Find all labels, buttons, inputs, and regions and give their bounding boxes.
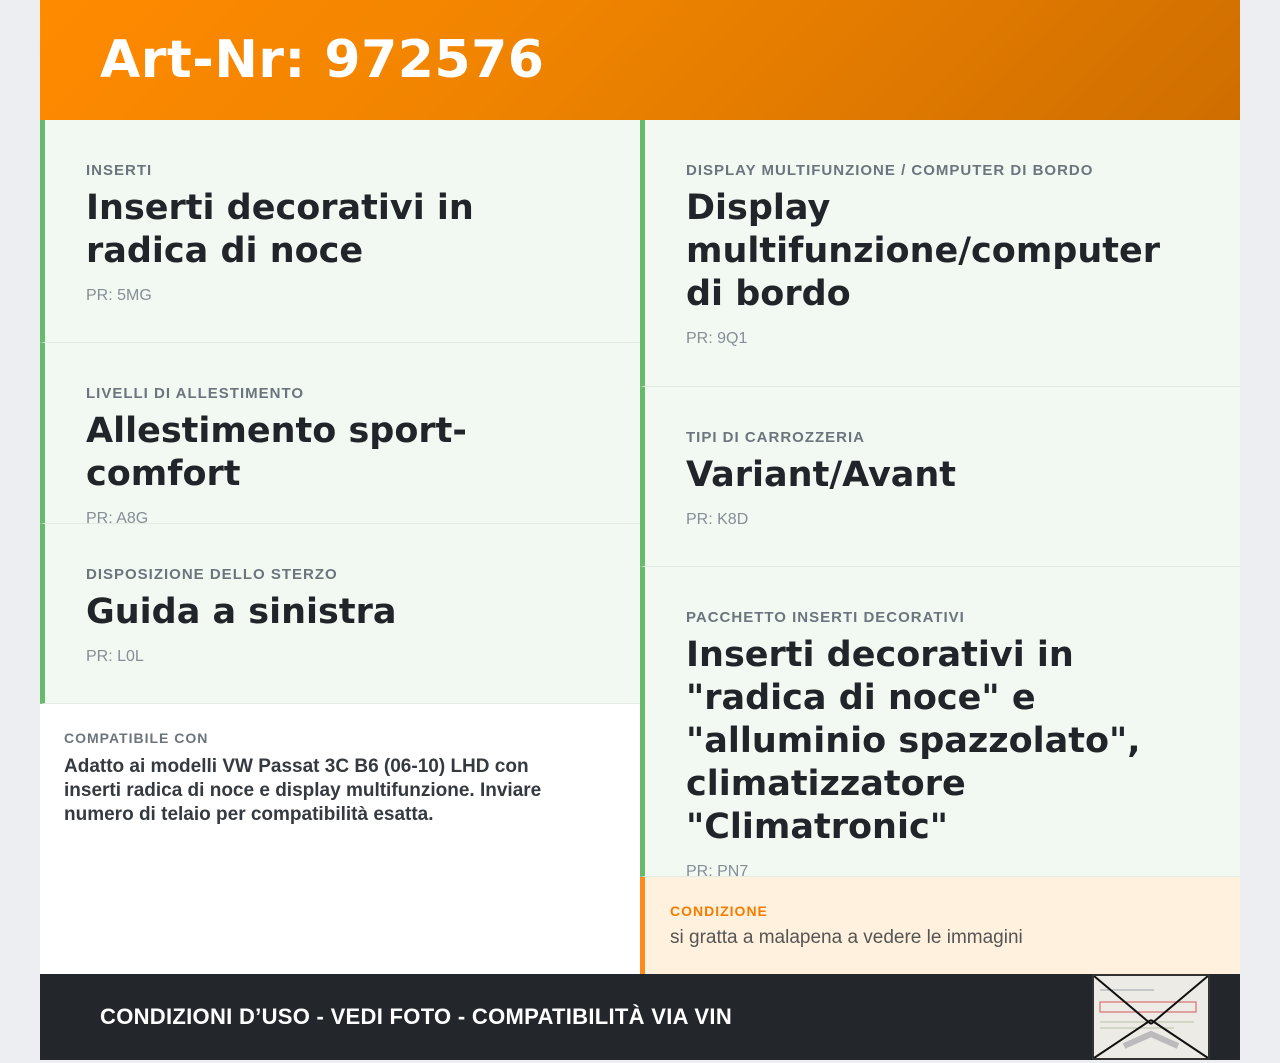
spec-label: LIVELLI DI ALLESTIMENTO (86, 385, 304, 402)
spec-value: Display multifunzione/computer di bordo (686, 188, 1160, 314)
condition-label: CONDIZIONE (670, 903, 768, 919)
right-column (640, 120, 1240, 974)
spec-pr-code: PR: K8D (686, 511, 749, 528)
spec-label: DISPOSIZIONE DELLO STERZO (86, 566, 338, 583)
spec-pr-code: PR: L0L (86, 648, 144, 665)
left-column (40, 120, 640, 974)
spec-card-pacchetto (640, 567, 1240, 880)
spec-card-inserti (40, 120, 640, 343)
spec-label: TIPI DI CARROZZERIA (686, 429, 865, 446)
spec-card-carrozzeria (640, 387, 1240, 567)
compatibility-section (40, 704, 640, 974)
spec-label: INSERTI (86, 162, 153, 179)
spec-pr-code: PR: PN7 (686, 863, 749, 880)
condition-section (640, 877, 1240, 974)
document-image-icon (1094, 976, 1208, 1058)
spec-pr-code: PR: A8G (86, 510, 149, 527)
header-banner (40, 0, 1240, 120)
spec-value: Variant/Avant (686, 455, 957, 495)
spec-value: Guida a sinistra (86, 592, 397, 632)
spec-card-sterzo (40, 524, 640, 704)
registration-document-thumbnail (1092, 974, 1210, 1060)
compat-label: COMPATIBILE CON (64, 730, 209, 746)
spec-value: Allestimento sport-comfort (86, 411, 467, 494)
product-sheet (40, 0, 1240, 1060)
footer-text: CONDIZIONI D’USO - VEDI FOTO - COMPATIBILITÀ VIA VIN (100, 1004, 733, 1029)
specs-grid (40, 120, 1240, 974)
spec-pr-code: PR: 9Q1 (686, 330, 748, 347)
spec-card-allestimento (40, 343, 640, 527)
spec-value: Inserti decorativi in "radica di noce" e "alluminio spazzolato", climatizzatore "Climatronic" (686, 635, 1141, 847)
compat-text: Adatto ai modelli VW Passat 3C B6 (06-10) LHD con inserti radica di noce e display multifunzione. Inviare numero di telaio per compatibilità esatta. (64, 756, 542, 825)
footer-bar (40, 974, 1240, 1060)
spec-label: DISPLAY MULTIFUNZIONE / COMPUTER DI BORDO (686, 162, 1094, 179)
spec-card-display (640, 120, 1240, 387)
spec-pr-code: PR: 5MG (86, 287, 152, 304)
article-number-title: Art-Nr: 972576 (100, 30, 545, 90)
condition-text: si gratta a malapena a vedere le immagini (670, 927, 1023, 948)
spec-value: Inserti decorativi in radica di noce (86, 188, 474, 271)
spec-label: PACCHETTO INSERTI DECORATIVI (686, 609, 965, 626)
